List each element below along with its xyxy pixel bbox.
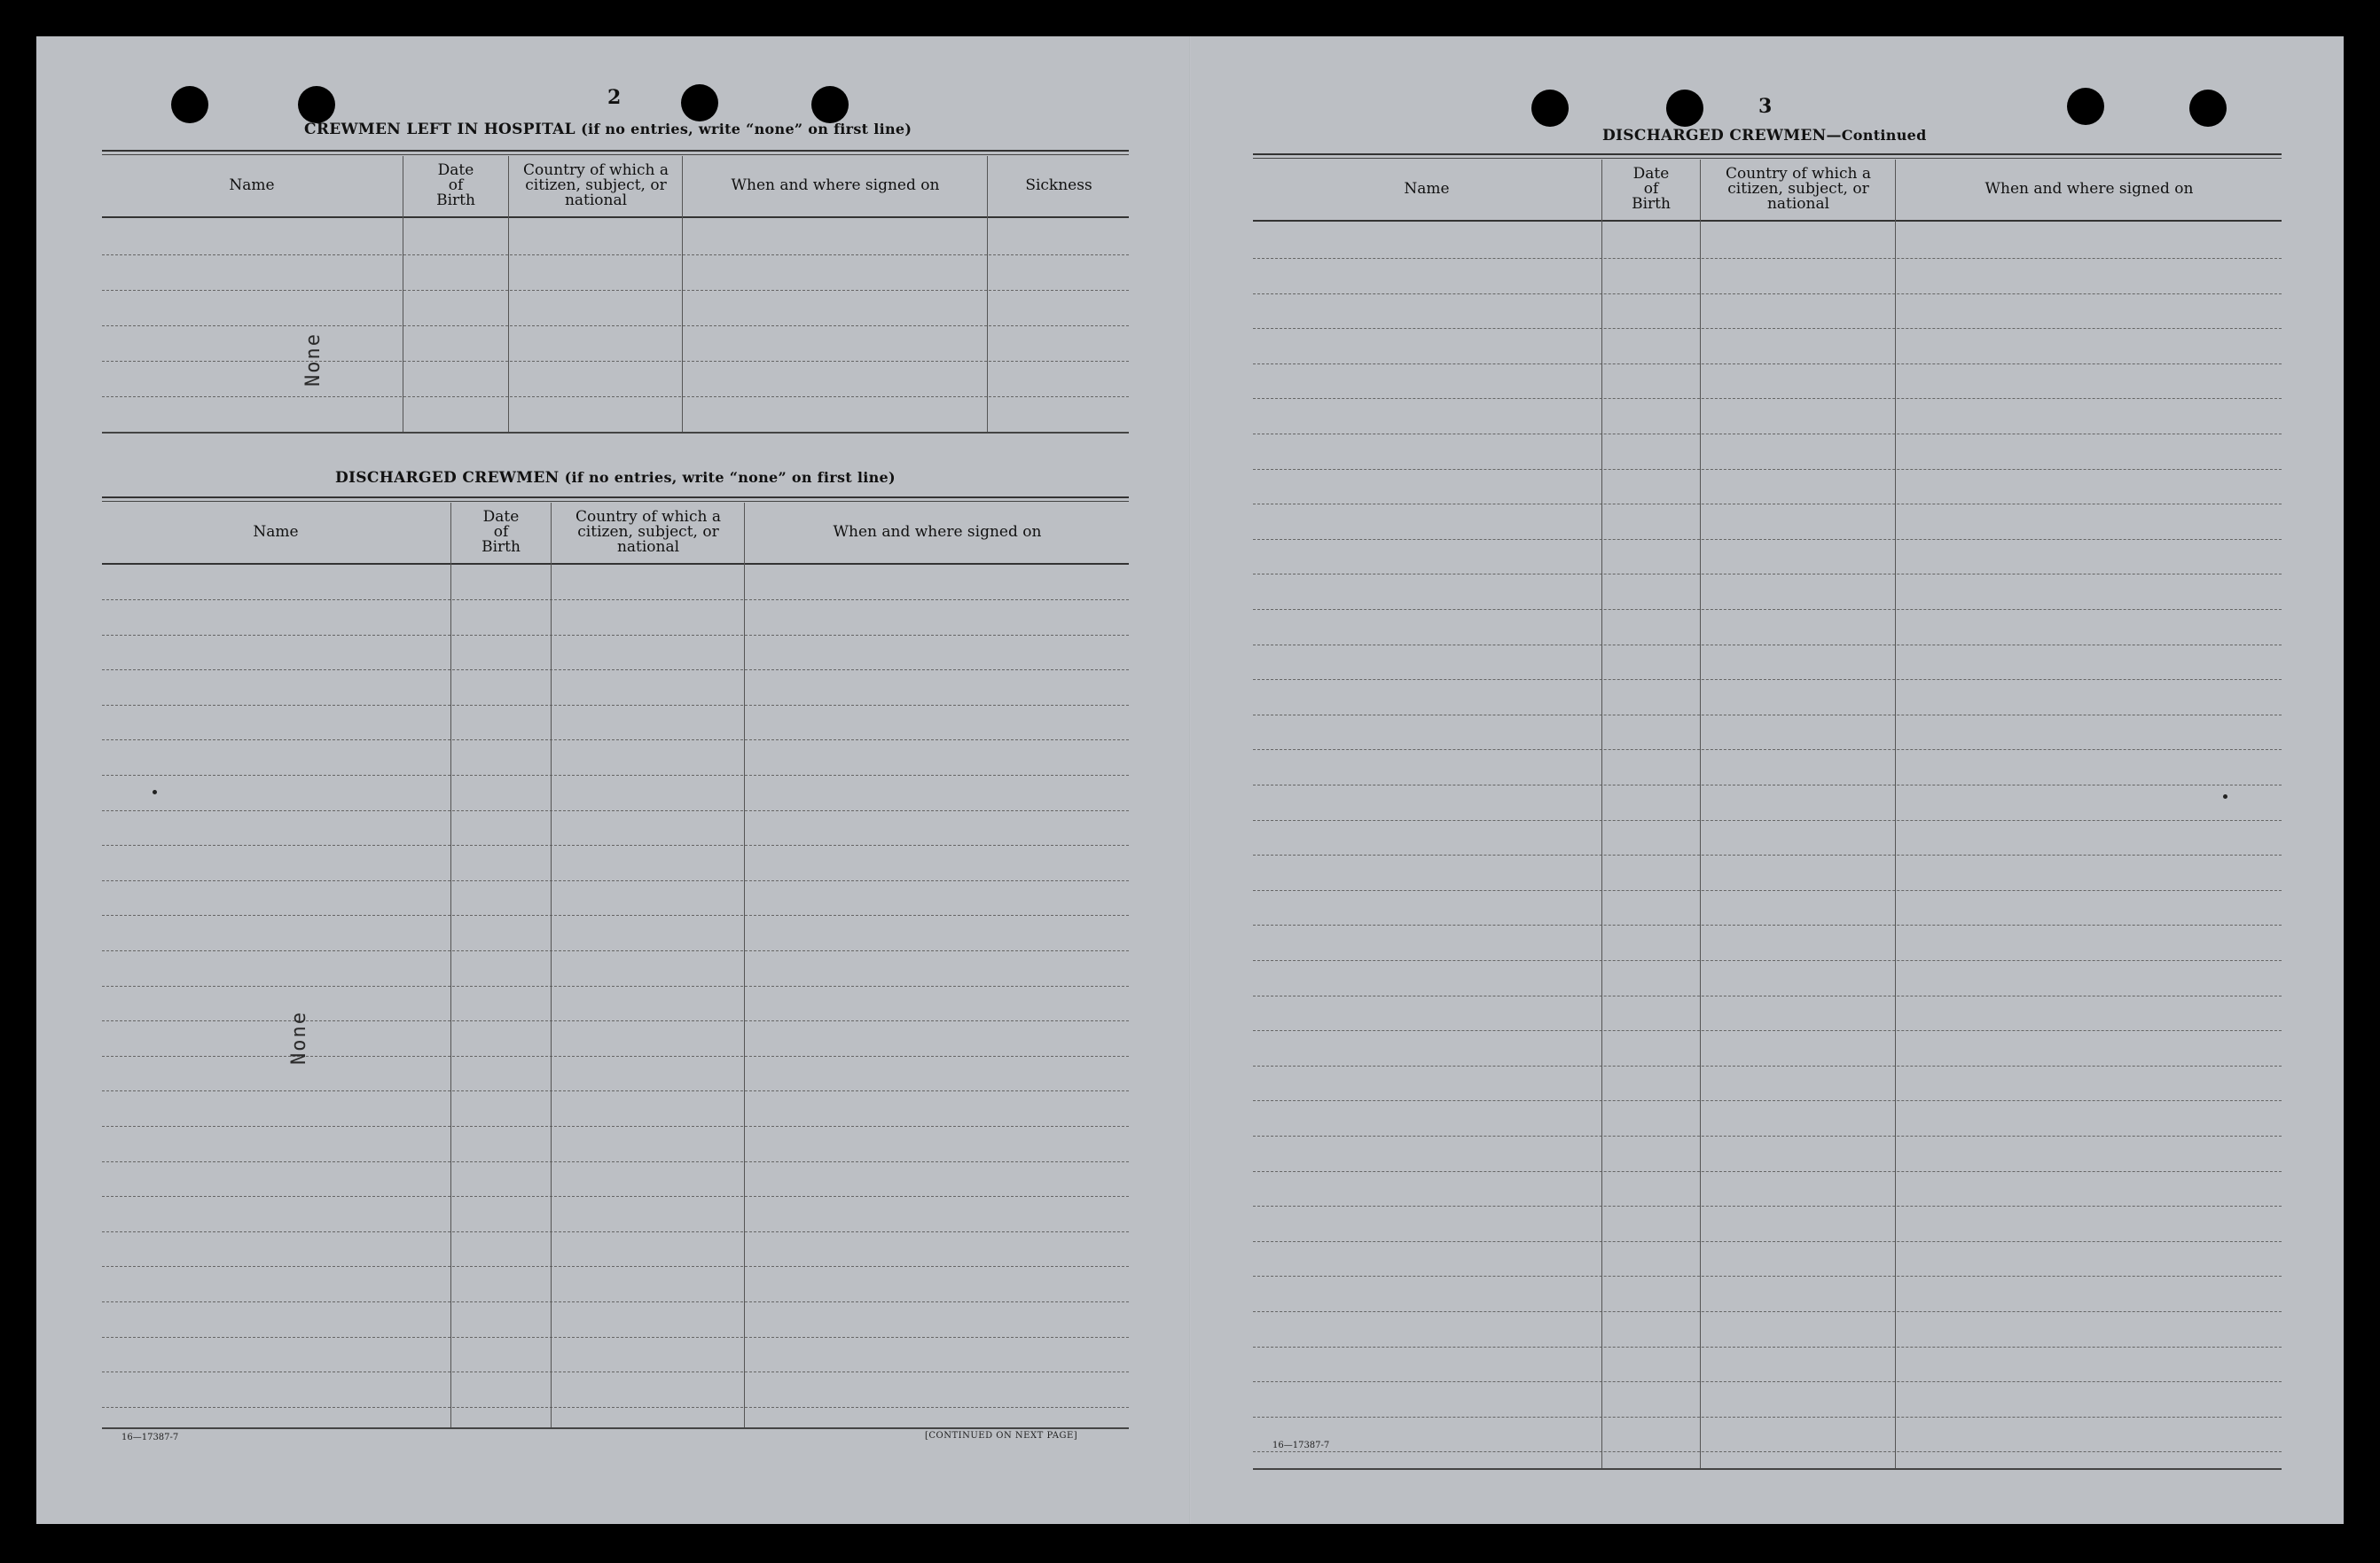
punch-hole — [1666, 90, 1703, 127]
table-row — [102, 1407, 1129, 1408]
discharged-title-text: DISCHARGED CREWMEN — [335, 469, 560, 487]
col-header-date-of-birth: Date of Birth — [481, 507, 521, 556]
table-row — [102, 880, 1129, 881]
table-row — [102, 775, 1129, 776]
discharged-continued-title — [1602, 127, 1927, 145]
table-row — [102, 361, 1129, 362]
discharged-title-note: (if no entries, write “none” on first line) — [564, 469, 896, 486]
stray-mark — [2223, 794, 2227, 799]
col-header-sickness: Sickness — [1025, 176, 1092, 194]
table-row — [1253, 749, 2282, 750]
table-row — [102, 1196, 1129, 1197]
table-row — [1253, 363, 2282, 364]
table-row — [1253, 1136, 2282, 1137]
table-row — [1253, 328, 2282, 329]
col-header-signed-on: When and where signed on — [833, 522, 1042, 541]
table-row — [1253, 1100, 2282, 1101]
table-row — [102, 739, 1129, 740]
table-row — [102, 290, 1129, 291]
col-header-name: Name — [229, 176, 275, 194]
col-header-date-of-birth: Date of Birth — [1632, 164, 1671, 213]
table-row — [1253, 1417, 2282, 1418]
hospital-section-title — [304, 121, 912, 138]
table-row — [102, 1266, 1129, 1267]
form-sheet — [36, 36, 2344, 1524]
table-row — [102, 1126, 1129, 1127]
table-row — [102, 1337, 1129, 1338]
discharged-continued-title-text: DISCHARGED CREWMEN— — [1602, 127, 1842, 145]
punch-hole — [811, 86, 849, 123]
hospital-title-note: (if no entries, write “none” on first line) — [581, 121, 912, 137]
table-row — [102, 325, 1129, 326]
form-code-right: 16—17387-7 — [1272, 1441, 1330, 1450]
table-row — [102, 635, 1129, 636]
continued-note: [CONTINUED ON NEXT PAGE] — [925, 1431, 1078, 1441]
col-header-country: Country of which a citizen, subject, or national — [575, 507, 721, 556]
col-header-name: Name — [1404, 179, 1450, 198]
table-row — [1253, 258, 2282, 259]
table-row — [1253, 293, 2282, 294]
table-row — [1253, 1381, 2282, 1382]
table-row — [102, 1056, 1129, 1057]
table-row — [1253, 398, 2282, 399]
form-code-left: 16—17387-7 — [121, 1433, 179, 1442]
table-row — [1253, 1311, 2282, 1312]
col-header-name: Name — [253, 522, 299, 541]
table-row — [1253, 1241, 2282, 1242]
table-row — [1253, 1276, 2282, 1277]
punch-hole — [298, 86, 335, 123]
discharged-none-entry: None — [288, 1011, 310, 1065]
table-row — [102, 1231, 1129, 1232]
table-row — [1253, 539, 2282, 540]
table-bottom-rule — [102, 1427, 1129, 1429]
table-row — [102, 1161, 1129, 1162]
stray-mark — [153, 790, 157, 794]
table-row — [102, 810, 1129, 811]
hospital-title-text: CREWMEN LEFT IN HOSPITAL — [304, 121, 575, 138]
page-number-left: 2 — [607, 86, 622, 109]
discharged-continued-suffix: Continued — [1841, 127, 1927, 144]
col-header-signed-on: When and where signed on — [1985, 179, 2194, 198]
table-row — [102, 1090, 1129, 1091]
table-row — [1253, 890, 2282, 891]
table-row — [1253, 1030, 2282, 1031]
table-row — [1253, 1171, 2282, 1172]
table-row — [1253, 855, 2282, 856]
table-row — [102, 396, 1129, 397]
table-row — [1253, 1451, 2282, 1452]
punch-hole — [171, 86, 208, 123]
table-row — [102, 254, 1129, 255]
table-row — [102, 845, 1129, 846]
table-row — [102, 986, 1129, 987]
table-row — [1253, 820, 2282, 821]
hospital-table — [102, 150, 1129, 478]
table-row — [1253, 469, 2282, 470]
table-row — [102, 1301, 1129, 1302]
table-row — [102, 1020, 1129, 1021]
hospital-none-entry: None — [302, 332, 325, 387]
table-row — [1253, 925, 2282, 926]
col-header-country: Country of which a citizen, subject, or national — [1726, 164, 1871, 213]
table-row — [1253, 1066, 2282, 1067]
page-fold — [1189, 36, 1191, 1524]
table-row — [1253, 960, 2282, 961]
page-number-right: 3 — [1758, 95, 1773, 118]
table-row — [1253, 1347, 2282, 1348]
table-bottom-rule — [1253, 1468, 2282, 1470]
punch-hole — [2067, 88, 2104, 125]
col-header-country: Country of which a citizen, subject, or national — [523, 160, 669, 209]
table-row — [102, 950, 1129, 951]
col-header-date-of-birth: Date of Birth — [436, 160, 475, 209]
discharged-continued-table — [1253, 153, 2282, 1483]
table-row — [102, 669, 1129, 670]
punch-hole — [1531, 90, 1569, 127]
table-row — [102, 705, 1129, 706]
table-row — [102, 915, 1129, 916]
table-row — [1253, 609, 2282, 610]
punch-hole — [681, 84, 718, 121]
discharged-section-title — [335, 469, 896, 487]
table-row — [102, 599, 1129, 600]
table-row — [1253, 1206, 2282, 1207]
discharged-table — [102, 496, 1129, 1472]
col-header-signed-on: When and where signed on — [731, 176, 940, 194]
punch-hole — [2189, 90, 2227, 127]
table-row — [1253, 679, 2282, 680]
